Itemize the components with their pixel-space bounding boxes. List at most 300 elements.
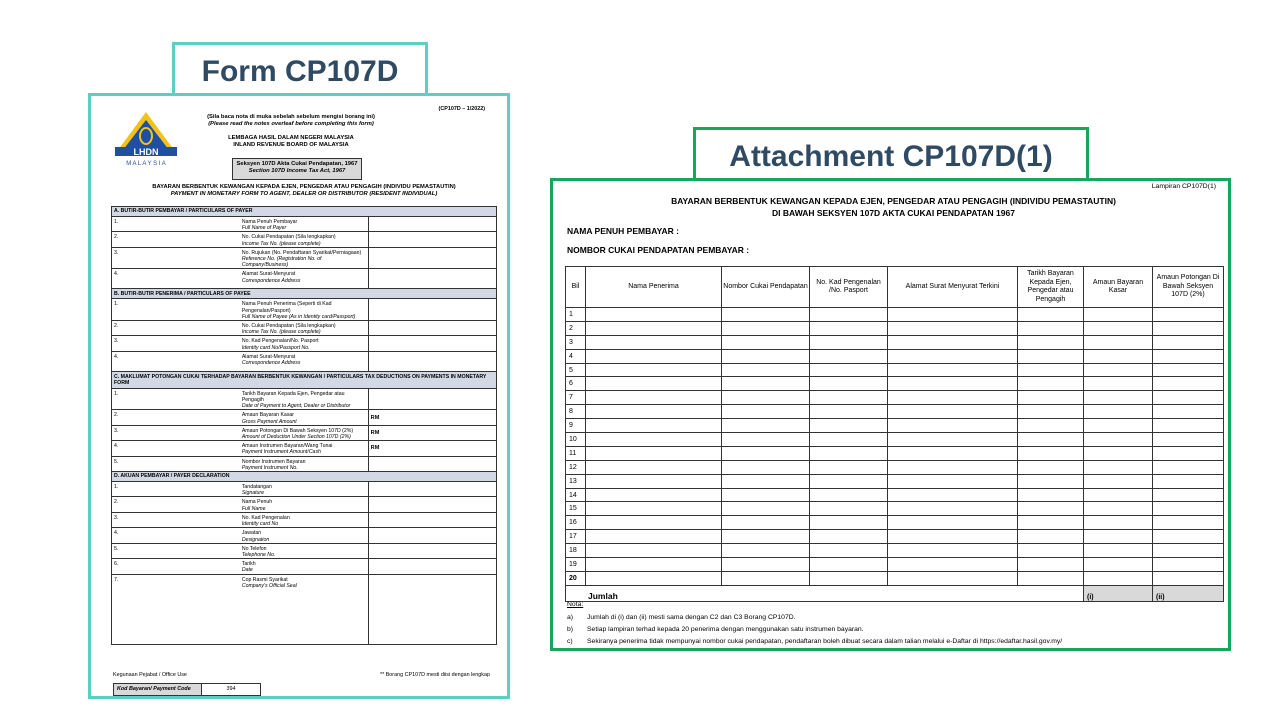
note-key: c) <box>567 638 573 645</box>
table-row <box>566 460 1224 474</box>
table-cell[interactable] <box>1153 544 1224 558</box>
table-cell[interactable] <box>722 460 810 474</box>
table-cell[interactable] <box>1084 502 1153 516</box>
row-number: 7. <box>112 574 240 644</box>
table-row <box>566 335 1224 349</box>
table-cell[interactable] <box>1153 488 1224 502</box>
total-row <box>566 585 1224 601</box>
form-section-header <box>112 472 497 482</box>
table-cell[interactable] <box>1153 446 1224 460</box>
form-row <box>112 269 497 289</box>
table-cell[interactable] <box>586 335 722 349</box>
table-cell[interactable] <box>888 308 1018 322</box>
label-en: Full Name of Payee (As in Identity card/Passport) <box>241 313 356 320</box>
table-cell[interactable] <box>722 558 810 572</box>
table-cell[interactable] <box>586 544 722 558</box>
table-cell[interactable] <box>1018 571 1084 585</box>
table-cell[interactable] <box>888 349 1018 363</box>
table-cell[interactable] <box>722 474 810 488</box>
table-cell[interactable] <box>1153 405 1224 419</box>
row-label <box>240 425 368 440</box>
row-value-field[interactable] <box>368 482 496 497</box>
form-heading-ms: BAYARAN BERBENTUK KEWANGAN KEPADA EJEN, PENGEDAR ATAU PENGAGIH (INDIVIDU PEMASTAUTIN) <box>152 184 456 190</box>
label-ms: Cop Rasmi Syarikat <box>241 576 288 583</box>
section-title: C. MAKLUMAT POTONGAN CUKAI TERHADAP BAYARAN BERBENTUK KEWANGAN / PARTICULARS TAX DEDUCTIONS ON PAYMENTS IN MONETARY FORM <box>112 371 497 388</box>
label-ms: Nama Penuh <box>241 499 273 506</box>
form-heading-en: PAYMENT IN MONETARY FORM TO AGENT, DEALER OR DISTRIBUTOR (RESIDENT INDIVIDUAL) <box>170 191 438 197</box>
table-cell[interactable] <box>586 571 722 585</box>
table-cell[interactable] <box>1018 308 1084 322</box>
table-cell[interactable] <box>1084 474 1153 488</box>
row-value-field[interactable] <box>368 217 496 232</box>
table-cell[interactable] <box>722 335 810 349</box>
form-row <box>112 217 497 232</box>
label-ms: Nombor Instrumen Bayaran <box>241 458 306 465</box>
table-cell[interactable] <box>810 419 888 433</box>
table-cell[interactable] <box>1084 571 1153 585</box>
row-label <box>240 299 368 321</box>
row-value-field[interactable] <box>368 269 496 289</box>
row-number: 6 <box>566 377 586 391</box>
attachment-cp107d1-page <box>550 178 1231 651</box>
table-cell[interactable] <box>888 460 1018 474</box>
table-cell[interactable] <box>810 433 888 447</box>
table-cell[interactable] <box>888 335 1018 349</box>
column-header: Alamat Surat Menyurat Terkini <box>888 267 1018 308</box>
label-en: Payment Instrument Amount/Cash <box>241 449 321 456</box>
form-row <box>112 232 497 247</box>
table-cell[interactable] <box>1018 433 1084 447</box>
label-en: Full Name of Payer <box>241 225 287 232</box>
label-en: Amount of Deduction Under Section 107D (2%) <box>241 434 351 441</box>
notes-title: Nota: <box>567 601 584 608</box>
table-cell[interactable] <box>722 516 810 530</box>
row-number: 3. <box>112 247 240 269</box>
table-cell[interactable] <box>586 446 722 460</box>
table-row <box>566 349 1224 363</box>
section-box <box>232 158 362 180</box>
table-cell[interactable] <box>1084 433 1153 447</box>
table-cell[interactable] <box>586 405 722 419</box>
table-cell[interactable] <box>586 460 722 474</box>
label-ms: Amaun Instrumen Bayaran/Wang Tunai <box>241 443 333 450</box>
table-cell[interactable] <box>1153 530 1224 544</box>
table-cell[interactable] <box>586 419 722 433</box>
label-en: Gross Payment Amount <box>241 418 297 425</box>
table-cell[interactable] <box>722 446 810 460</box>
row-label <box>240 232 368 247</box>
table-cell[interactable] <box>722 571 810 585</box>
table-cell[interactable] <box>888 377 1018 391</box>
table-row <box>566 558 1224 572</box>
table-cell[interactable] <box>888 405 1018 419</box>
row-number: 4. <box>112 269 240 289</box>
table-cell[interactable] <box>586 530 722 544</box>
label-en: Correspondence Address <box>241 277 301 284</box>
table-cell[interactable] <box>810 349 888 363</box>
table-cell[interactable] <box>888 516 1018 530</box>
table-cell[interactable] <box>810 502 888 516</box>
form-section-header <box>112 371 497 388</box>
label-ms: No. Kad Pengenalan <box>241 514 290 521</box>
note-text: Jumlah di (i) dan (ii) mesti sama dengan C2 dan C3 Borang CP107D. <box>587 614 796 621</box>
table-cell[interactable] <box>722 391 810 405</box>
table-cell[interactable] <box>586 321 722 335</box>
table-cell[interactable] <box>888 474 1018 488</box>
table-cell[interactable] <box>1153 377 1224 391</box>
row-number: 15 <box>566 502 586 516</box>
table-cell[interactable] <box>1153 321 1224 335</box>
table-cell[interactable] <box>586 349 722 363</box>
row-value-field[interactable] <box>368 388 496 410</box>
row-number: 4. <box>112 441 240 456</box>
label-en: Income Tax No. (please complete) <box>241 329 321 336</box>
table-cell[interactable] <box>586 308 722 322</box>
table-cell[interactable] <box>810 321 888 335</box>
row-number: 7 <box>566 391 586 405</box>
table-cell[interactable] <box>586 391 722 405</box>
table-cell[interactable] <box>1084 419 1153 433</box>
table-cell[interactable] <box>810 474 888 488</box>
table-cell[interactable] <box>888 433 1018 447</box>
table-cell[interactable] <box>722 321 810 335</box>
row-value-field[interactable] <box>368 232 496 247</box>
table-cell[interactable] <box>1084 308 1153 322</box>
row-label <box>240 512 368 527</box>
table-cell[interactable] <box>722 433 810 447</box>
note-key: b) <box>567 626 574 633</box>
row-number: 1. <box>112 299 240 321</box>
row-value-field[interactable] <box>368 497 496 512</box>
total-ii[interactable]: (ii) <box>1153 585 1224 601</box>
table-cell[interactable] <box>1153 558 1224 572</box>
form-row <box>112 497 497 512</box>
row-number: 16 <box>566 516 586 530</box>
table-cell[interactable] <box>888 558 1018 572</box>
form-cp107d-page <box>88 93 510 699</box>
table-cell[interactable] <box>1018 405 1084 419</box>
form-row <box>112 482 497 497</box>
table-row <box>566 363 1224 377</box>
row-value-field[interactable] <box>368 299 496 321</box>
attachment-heading-2: DI BAWAH SEKSYEN 107D AKTA CUKAI PENDAPATAN 1967 <box>772 208 1015 218</box>
form-row <box>112 247 497 269</box>
label-ms: Amaun Potongan Di Bawah Seksyen 107D (2%) <box>241 427 354 434</box>
table-cell[interactable] <box>586 433 722 447</box>
table-cell[interactable] <box>1084 558 1153 572</box>
table-cell[interactable] <box>810 516 888 530</box>
table-cell[interactable] <box>888 321 1018 335</box>
table-cell[interactable] <box>1084 377 1153 391</box>
row-value-field[interactable] <box>368 336 496 351</box>
label-ms: No. Rujukan (No. Pendaftaran Syarikat/Perniagaan) <box>241 249 362 256</box>
table-cell[interactable] <box>888 530 1018 544</box>
row-value-field[interactable] <box>368 574 496 644</box>
row-value-field[interactable]: RM <box>368 441 496 456</box>
table-cell[interactable] <box>722 530 810 544</box>
table-cell[interactable] <box>1018 335 1084 349</box>
table-cell[interactable] <box>1018 349 1084 363</box>
row-number: 3. <box>112 336 240 351</box>
row-number: 8 <box>566 405 586 419</box>
row-value-field[interactable] <box>368 559 496 574</box>
table-cell[interactable] <box>810 335 888 349</box>
payment-code-label: Kod Bayaran/ Payment Code <box>114 684 202 695</box>
table-cell[interactable] <box>1153 474 1224 488</box>
table-cell[interactable] <box>888 363 1018 377</box>
row-number: 11 <box>566 446 586 460</box>
row-label <box>240 482 368 497</box>
row-label <box>240 410 368 425</box>
row-number: 14 <box>566 488 586 502</box>
table-cell[interactable] <box>1018 419 1084 433</box>
label-ms: Alamat Surat-Menyurat <box>241 271 296 278</box>
label-ms: No Telefon <box>241 545 267 552</box>
row-value-field[interactable] <box>368 247 496 269</box>
form-row <box>112 299 497 321</box>
label-ms: Alamat Surat-Menyurat <box>241 353 296 360</box>
label-ms: Jawatan <box>241 530 262 537</box>
label-ms: Tarikh <box>241 561 256 568</box>
table-cell[interactable] <box>810 405 888 419</box>
label-en: Designation <box>241 536 270 543</box>
form-row <box>112 425 497 440</box>
label-en: Identity card No <box>241 521 279 528</box>
table-cell[interactable] <box>586 558 722 572</box>
column-header: Amaun Bayaran Kasar <box>1084 267 1153 308</box>
table-cell[interactable] <box>1084 544 1153 558</box>
form-footnote: ** Borang CP107D mesti diisi dengan lengkap <box>380 672 490 678</box>
column-header: Bil <box>566 267 586 308</box>
table-cell[interactable] <box>1084 363 1153 377</box>
attachment-title: Attachment CP107D(1) <box>693 127 1089 183</box>
label-en: Signature <box>241 490 265 497</box>
note-text: Sekiranya penerima tidak mempunyai nombor cukai pendapatan, pendaftaran boleh dibuat secara dalam talian melalui e-Daftar di https://edaftar.hasil.gov.my/ <box>587 638 1063 645</box>
table-cell[interactable] <box>1084 405 1153 419</box>
table-cell[interactable] <box>722 405 810 419</box>
table-cell[interactable] <box>1084 321 1153 335</box>
table-row <box>566 474 1224 488</box>
form-row <box>112 321 497 336</box>
table-row <box>566 530 1224 544</box>
table-cell[interactable] <box>586 502 722 516</box>
row-number: 18 <box>566 544 586 558</box>
table-cell[interactable] <box>810 446 888 460</box>
total-label: Jumlah <box>566 585 1084 601</box>
table-cell[interactable] <box>1153 308 1224 322</box>
table-cell[interactable] <box>1153 335 1224 349</box>
table-cell[interactable] <box>810 308 888 322</box>
table-cell[interactable] <box>722 308 810 322</box>
payer-name-label: NAMA PENUH PEMBAYAR : <box>567 226 679 236</box>
label-en: Income Tax No. (please complete) <box>241 240 321 247</box>
note-key: a) <box>567 614 574 621</box>
table-cell[interactable] <box>722 349 810 363</box>
row-number: 5. <box>112 543 240 558</box>
table-cell[interactable] <box>586 474 722 488</box>
label-ms: Nama Penuh Pembayar <box>241 219 298 225</box>
table-cell[interactable] <box>810 558 888 572</box>
table-cell[interactable] <box>1018 530 1084 544</box>
table-cell[interactable] <box>810 544 888 558</box>
column-header: Nombor Cukai Pendapatan <box>722 267 810 308</box>
table-cell[interactable] <box>1018 391 1084 405</box>
label-en: Full Name <box>241 505 266 512</box>
table-cell[interactable] <box>888 391 1018 405</box>
row-label <box>240 269 368 289</box>
table-cell[interactable] <box>1084 335 1153 349</box>
row-number: 3 <box>566 335 586 349</box>
table-cell[interactable] <box>586 363 722 377</box>
label-ms: No. Kad Pengenalan/No. Pasport <box>241 338 319 345</box>
row-number: 4 <box>566 349 586 363</box>
table-row <box>566 321 1224 335</box>
table-cell[interactable] <box>1018 377 1084 391</box>
note-ms: (Sila baca nota di muka sebelah sebelum mengisi borang ini) <box>207 114 375 120</box>
row-label <box>240 351 368 371</box>
table-cell[interactable] <box>586 516 722 530</box>
row-label <box>240 388 368 410</box>
table-cell[interactable] <box>722 488 810 502</box>
table-cell[interactable] <box>1084 391 1153 405</box>
table-cell[interactable] <box>888 488 1018 502</box>
attachment-heading-1: BAYARAN BERBENTUK KEWANGAN KEPADA EJEN, PENGEDAR ATAU PENGAGIH (INDIVIDU PEMASTAUTIN) <box>671 196 1116 206</box>
table-cell[interactable] <box>722 419 810 433</box>
row-value-field[interactable] <box>368 321 496 336</box>
table-cell[interactable] <box>1084 488 1153 502</box>
row-number: 2. <box>112 410 240 425</box>
table-cell[interactable] <box>1018 460 1084 474</box>
table-cell[interactable] <box>810 363 888 377</box>
table-cell[interactable] <box>586 488 722 502</box>
table-cell[interactable] <box>586 377 722 391</box>
table-cell[interactable] <box>1084 460 1153 474</box>
label-ms: Tarikh Bayaran Kepada Ejen, Pengedar atau Pengagih <box>241 390 345 404</box>
row-number: 19 <box>566 558 586 572</box>
table-cell[interactable] <box>1153 433 1224 447</box>
table-cell[interactable] <box>1018 474 1084 488</box>
table-cell[interactable] <box>888 571 1018 585</box>
table-row <box>566 544 1224 558</box>
form-table <box>111 206 497 645</box>
table-cell[interactable] <box>888 419 1018 433</box>
agency-en: INLAND REVENUE BOARD OF MALAYSIA <box>233 142 349 148</box>
label-en: Correspondence Address <box>241 360 301 367</box>
table-cell[interactable] <box>1018 488 1084 502</box>
form-row <box>112 559 497 574</box>
row-value-field[interactable] <box>368 351 496 371</box>
table-cell[interactable] <box>1153 349 1224 363</box>
table-cell[interactable] <box>888 544 1018 558</box>
form-row <box>112 574 497 644</box>
row-label <box>240 456 368 471</box>
row-number: 1 <box>566 308 586 322</box>
table-cell[interactable] <box>1018 544 1084 558</box>
table-cell[interactable] <box>810 488 888 502</box>
table-cell[interactable] <box>1084 446 1153 460</box>
table-cell[interactable] <box>1018 321 1084 335</box>
table-cell[interactable] <box>888 446 1018 460</box>
form-section-header <box>112 289 497 299</box>
table-cell[interactable] <box>810 391 888 405</box>
table-cell[interactable] <box>722 377 810 391</box>
table-cell[interactable] <box>810 377 888 391</box>
row-number: 5 <box>566 363 586 377</box>
table-cell[interactable] <box>810 460 888 474</box>
label-en: Identity card No/Passport No. <box>241 344 310 351</box>
column-header: Nama Penerima <box>586 267 722 308</box>
row-label <box>240 336 368 351</box>
row-number: 3. <box>112 512 240 527</box>
table-row <box>566 488 1224 502</box>
table-cell[interactable] <box>888 502 1018 516</box>
total-i[interactable]: (i) <box>1084 585 1153 601</box>
table-cell[interactable] <box>1153 502 1224 516</box>
row-label <box>240 247 368 269</box>
form-row <box>112 512 497 527</box>
table-cell[interactable] <box>1153 363 1224 377</box>
table-row <box>566 391 1224 405</box>
table-cell[interactable] <box>810 530 888 544</box>
table-cell[interactable] <box>1153 391 1224 405</box>
table-cell[interactable] <box>1153 571 1224 585</box>
table-cell[interactable] <box>1084 349 1153 363</box>
row-value-field[interactable] <box>368 528 496 543</box>
form-code: (CP107D – 1/2022) <box>438 106 485 112</box>
table-cell[interactable] <box>1084 516 1153 530</box>
table-cell[interactable] <box>722 502 810 516</box>
table-cell[interactable] <box>1018 558 1084 572</box>
table-cell[interactable] <box>1153 516 1224 530</box>
table-cell[interactable] <box>1018 363 1084 377</box>
row-value-field[interactable] <box>368 456 496 471</box>
row-label <box>240 441 368 456</box>
row-label <box>240 217 368 232</box>
table-cell[interactable] <box>1153 460 1224 474</box>
row-value-field[interactable] <box>368 543 496 558</box>
label-en: Company's Official Seal <box>241 582 297 589</box>
row-number: 5. <box>112 456 240 471</box>
row-label <box>240 497 368 512</box>
table-cell[interactable] <box>1018 502 1084 516</box>
row-value-field[interactable] <box>368 512 496 527</box>
row-number: 13 <box>566 474 586 488</box>
table-cell[interactable] <box>722 363 810 377</box>
table-cell[interactable] <box>1018 446 1084 460</box>
form-row <box>112 351 497 371</box>
table-row <box>566 377 1224 391</box>
row-number: 2. <box>112 232 240 247</box>
row-value-field[interactable]: RM <box>368 410 496 425</box>
payment-code-value: 394 <box>226 686 236 692</box>
row-number: 2. <box>112 497 240 512</box>
table-row <box>566 308 1224 322</box>
table-cell[interactable] <box>722 544 810 558</box>
row-number: 1. <box>112 388 240 410</box>
row-value-field[interactable]: RM <box>368 425 496 440</box>
note-text: Setiap lampiran terhad kepada 20 penerima dengan menggunakan satu instrumen bayaran. <box>587 626 864 633</box>
table-cell[interactable] <box>1153 419 1224 433</box>
table-cell[interactable] <box>1018 516 1084 530</box>
section-en: Section 107D Income Tax Act, 1967 <box>248 168 346 174</box>
table-cell[interactable] <box>1084 530 1153 544</box>
label-ms: Amaun Bayaran Kasar <box>241 412 295 419</box>
table-cell[interactable] <box>810 571 888 585</box>
table-row <box>566 433 1224 447</box>
form-row <box>112 528 497 543</box>
row-number: 12 <box>566 460 586 474</box>
row-number: 9 <box>566 419 586 433</box>
